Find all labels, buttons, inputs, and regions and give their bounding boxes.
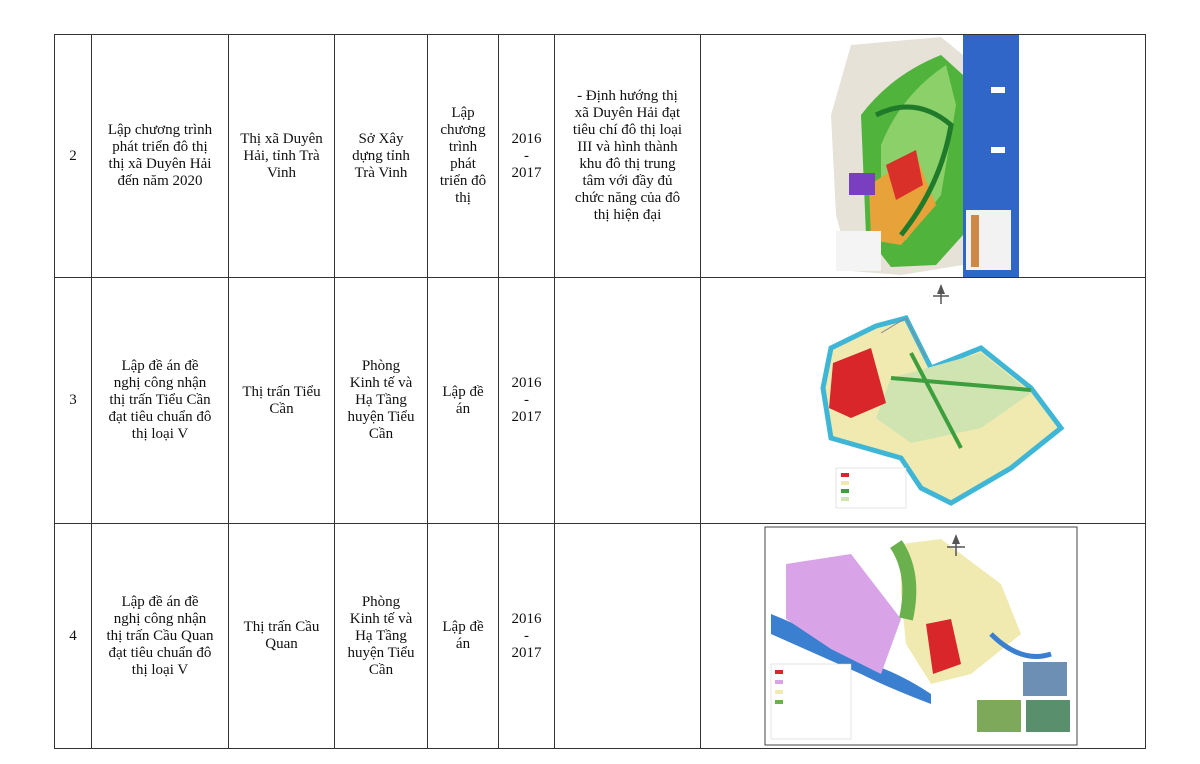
row-number: 4 <box>55 524 92 749</box>
location-cell: Thị trấn Tiểu Cần <box>229 278 335 524</box>
compass-icon <box>933 284 949 304</box>
task-cell: Lập chương trình phát triển đô thị thị xã Duyên Hải đến năm 2020 <box>92 35 229 278</box>
map-cell <box>701 524 1146 749</box>
agency-cell: Phòng Kinh tế và Hạ Tầng huyện Tiểu Cần <box>335 278 428 524</box>
duyen-hai-map-image <box>701 35 1145 277</box>
goal-cell <box>555 524 701 749</box>
table-row <box>55 524 1146 749</box>
location-cell: Thị xã Duyên Hải, tỉnh Trà Vinh <box>229 35 335 278</box>
type-cell: Lập chương trình phát triển đô thị <box>428 35 499 278</box>
period-cell: 2016 - 2017 <box>499 35 555 278</box>
task-cell: Lập đề án đề nghị công nhận thị trấn Tiểu Cần đạt tiêu chuẩn đô thị loại V <box>92 278 229 524</box>
map-cell <box>701 278 1146 524</box>
agency-cell: Phòng Kinh tế và Hạ Tầng huyện Tiểu Cần <box>335 524 428 749</box>
table-row <box>55 35 1146 278</box>
goal-cell: - Định hướng thị xã Duyên Hải đạt tiêu chí đô thị loại III và hình thành khu đô thị trung tâm với đầy đủ chức năng của đô thị hiện đại <box>555 35 701 278</box>
type-cell: Lập đề án <box>428 524 499 749</box>
task-cell: Lập đề án đề nghị công nhận thị trấn Cầu Quan đạt tiêu chuẩn đô thị loại V <box>92 524 229 749</box>
tieu-can-map-image <box>701 278 1145 523</box>
agency-cell: Sở Xây dựng tỉnh Trà Vinh <box>335 35 428 278</box>
map-cell <box>701 35 1146 278</box>
row-number: 2 <box>55 35 92 278</box>
table-row <box>55 278 1146 524</box>
period-cell: 2016 - 2017 <box>499 524 555 749</box>
cau-quan-map-image <box>701 524 1145 748</box>
planning-table <box>54 34 1146 749</box>
type-cell: Lập đề án <box>428 278 499 524</box>
row-number: 3 <box>55 278 92 524</box>
goal-cell <box>555 278 701 524</box>
period-cell: 2016 - 2017 <box>499 278 555 524</box>
location-cell: Thị trấn Cầu Quan <box>229 524 335 749</box>
